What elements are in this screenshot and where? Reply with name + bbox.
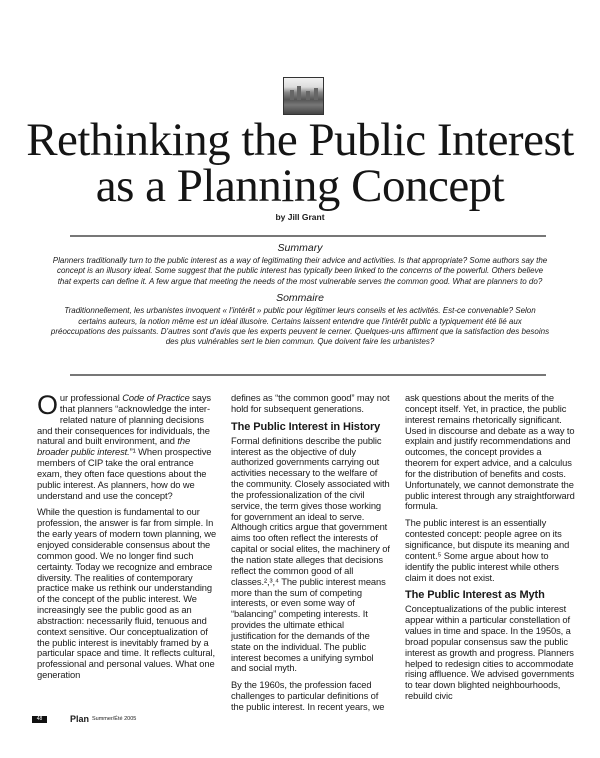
page-footer bbox=[0, 714, 600, 726]
summary-heading: Summary bbox=[277, 242, 323, 254]
paragraph: By the 1960s, the profession faced challenges to particular definitions of the public interest. In recent years, we bbox=[231, 680, 385, 712]
text: ”¹ When prospective members of CIP take the oral entrance exam, they often face questions about the public interest. As planners, how do we understand and use the concept? bbox=[37, 447, 212, 501]
drop-cap: O bbox=[37, 390, 58, 420]
code-of-practice-italic: Code of Practice bbox=[122, 393, 190, 403]
paragraph: The public interest is an essentially contested concept: people agree on its significance, but dispute its meaning and content.⁵ Some argue about how to identify the public interest while others claim it does not exist. bbox=[405, 518, 570, 583]
column-2 bbox=[231, 393, 391, 719]
cityscape-photo bbox=[283, 77, 324, 115]
text: says that planners “acknowledge the inter-related nature of planning decisions and their consequences for individuals, the natural and built environment, and bbox=[37, 393, 211, 447]
broader-public-interest-italic: the broader public interest. bbox=[37, 436, 191, 458]
paragraph: Conceptualizations of the public interest appear within a particular constellation of values in time and space. In the 1950s, a broad popular consensus saw the public interest as growth and progress. Planners helped to redesign cities to accommodate rising affluence. We advised governments to tear down blighted neighbourhoods, rebuild civic bbox=[405, 604, 575, 702]
section-heading-history: The Public Interest in History bbox=[231, 420, 381, 433]
paragraph: defines as “the common good” may not hold for subsequent generations. bbox=[231, 393, 390, 414]
magazine-logo: Plan bbox=[70, 714, 90, 724]
title-line-2: as a Planning Concept bbox=[95, 160, 505, 212]
title-line-1: Rethinking the Public Interest bbox=[26, 114, 574, 166]
article-title bbox=[0, 114, 600, 212]
issue-label: Summer/Été 2005 bbox=[92, 716, 137, 722]
paragraph: ask questions about the merits of the concept itself. Yet, in practice, the public interest remains rhetorically significant. Used in discourse and debate as a way to explain and justify recommendations and outcomes, the concept provides a theorem for expert advice, and a calculus for the distribution of benefits and costs. Unfortunately, we cannot demonstrate the public interest through any straightforward formula. bbox=[405, 393, 575, 512]
byline: by Jill Grant bbox=[275, 212, 325, 222]
summary-text: Planners traditionally turn to the public interest as a way of legitimating their advice and activities. Is that appropriate? Some authors say the concept is an illusory ideal. Some suggest that the public interest has typically been linked to the concerns of the powerful. Others believe that experts can define it. A few argue that meeting the needs of the most vulnerable serves the common good. What are planners to do? bbox=[52, 256, 548, 286]
abstracts bbox=[50, 242, 550, 348]
summary-section bbox=[50, 242, 550, 287]
paragraph bbox=[37, 390, 217, 501]
column-3 bbox=[405, 393, 577, 708]
text: ur professional bbox=[59, 393, 123, 403]
section-heading-myth: The Public Interest as Myth bbox=[405, 589, 545, 602]
paragraph: Formal definitions describe the public interest as the objective of duly authorized governments carrying out activities necessary to the welfare of the community. Closely associated with the professionalization of the civil service, the term gives those working for government an ideal to serve. Although critics argue that government aims too often reflect the interests of capital or social elites, the machinery of the nation state alleges that decisions reflect the common good of all classes.²,³,⁴ The public interest means more than the sum of competing interests, or even some way of “balancing” competing interests. It provides the ultimate ethical justification for the demands of the state on the individual. The public interest becomes a unifying symbol and social myth. bbox=[231, 435, 390, 674]
page-number: 48 bbox=[32, 716, 47, 723]
top-divider bbox=[70, 235, 546, 237]
column-1 bbox=[37, 390, 217, 687]
paragraph: While the question is fundamental to our profession, the answer is far from simple. In the early years of modern town planning, we enjoyed considerable consensus about the common good. We no longer find such certainty. Today we recognize and embrace diversity. The realities of contemporary practice make us rethink our understanding of the concept of the public interest. We increasingly see the public good as an abstraction: necessarily fluid, tenuous and context sensitive. Our conceptualization of the public interest is inevitably framed by a particular space and time. It reflects cultural, professional and personal values. What one generation bbox=[37, 507, 217, 681]
bottom-divider bbox=[70, 374, 546, 376]
sommaire-heading: Sommaire bbox=[276, 292, 324, 305]
sommaire-text: Traditionnellement, les urbanistes invoquent « l'intérêt » public pour légitimer leurs conseils et les activités. Est-ce convenable? Selon certains auteurs, la notion même est un idéal illusoire. Certains laissent entendre que l'intérêt public a typiquement été lié aux préoccupations des puissants. D'autres sont d'avis que les experts peuvent le cerner. Quelques-uns affirment que la satisfaction des besoins des plus vulnérables sert le bien commun. Que doivent faire les urbanistes? bbox=[50, 306, 550, 347]
sommaire-section bbox=[50, 292, 550, 348]
